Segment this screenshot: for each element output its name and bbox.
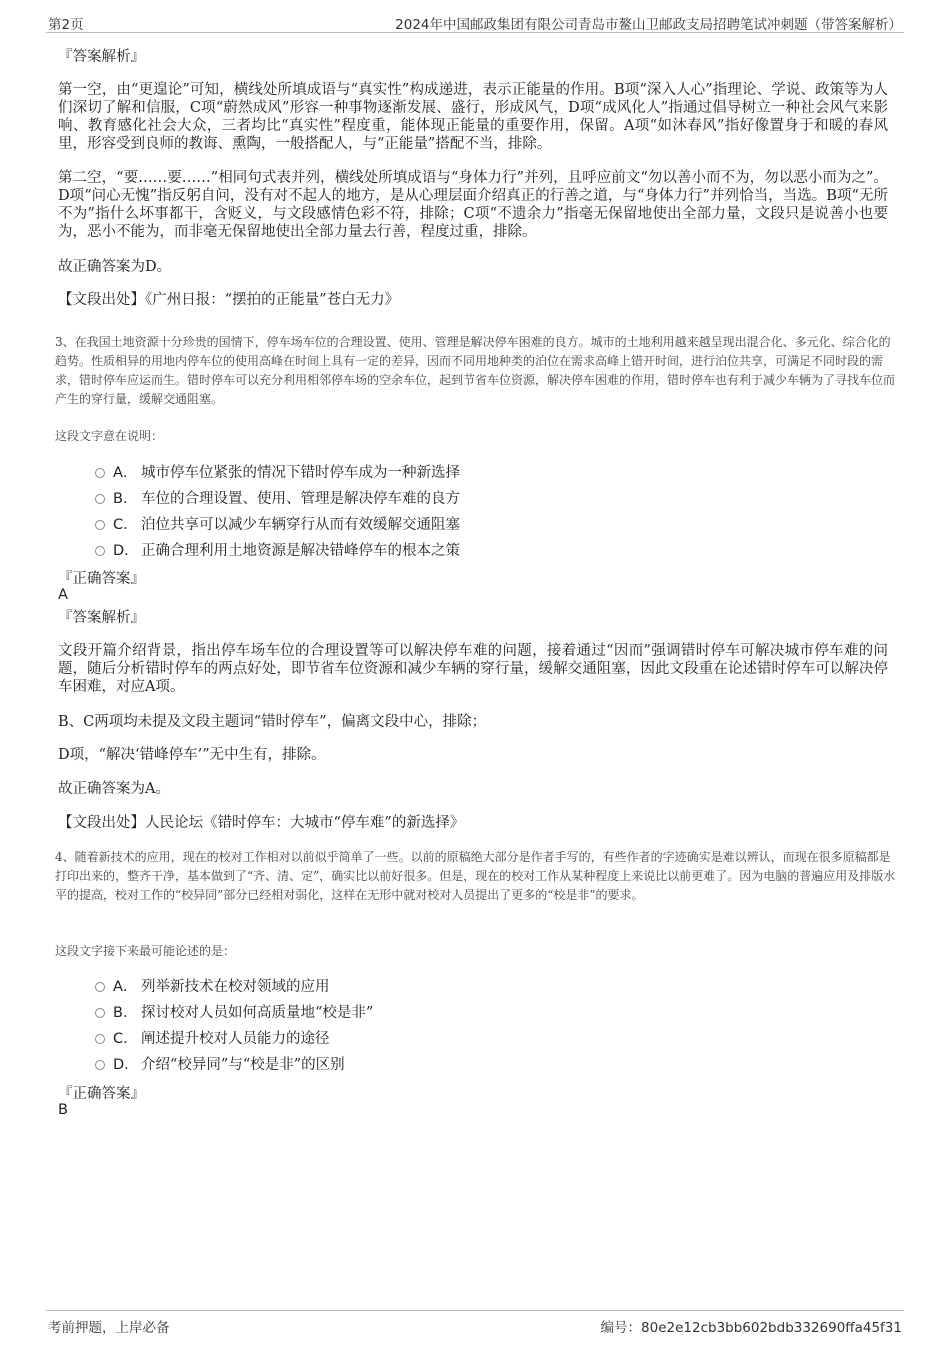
q3-option-c[interactable]: C． 泊位共享可以减少车辆穿行从而有效缓解交通阻塞 xyxy=(95,516,460,534)
q4-option-d[interactable]: D． 介绍“校异同”与“校是非”的区别 xyxy=(95,1056,345,1074)
radio-icon[interactable] xyxy=(95,1008,105,1018)
q3-analysis-para3: D项，“解决‘错峰停车’”无中生有，排除。 xyxy=(58,747,326,763)
q3-prompt: 这段文字意在说明： xyxy=(55,429,164,443)
q4-option-b[interactable]: B． 探讨校对人员如何高质量地“校是非” xyxy=(95,1004,373,1022)
q2-analysis-label: 『答案解析』 xyxy=(58,49,145,65)
q3-source: 【文段出处】人民论坛《错时停车：大城市“停车难”的新选择》 xyxy=(58,815,465,831)
q4-correct-answer: B xyxy=(58,1102,68,1118)
radio-icon[interactable] xyxy=(95,520,105,530)
q4-option-a[interactable]: A． 列举新技术在校对领域的应用 xyxy=(95,978,330,996)
radio-icon[interactable] xyxy=(95,982,105,992)
radio-icon[interactable] xyxy=(95,468,105,478)
q3-correct-label: 『正确答案』 xyxy=(58,571,145,587)
q3-analysis-para2: B、C两项均未提及文段主题词“错时停车”，偏离文段中心，排除； xyxy=(58,714,487,730)
q4-prompt: 这段文字接下来最可能论述的是： xyxy=(55,944,236,958)
q3-conclusion: 故正确答案为A。 xyxy=(58,781,170,797)
radio-icon[interactable] xyxy=(95,1034,105,1044)
q3-analysis-para1: 文段开篇介绍背景，指出停车场车位的合理设置等可以解决停车难的问题，接着通过“因而”强调错时停车可解决城市停车难的问题，随后分析错时停车的两点好处，即节省车位资源和减少车辆的穿行量，缓解交通阻塞，因此文段重在论述错时停车可以解决停车困难，对应A项。 xyxy=(58,643,888,695)
q3-correct-answer: A xyxy=(58,587,68,603)
q2-analysis-para2: 第二空，“要……要……”相同句式表并列，横线处所填成语与“身体力行”并列，且呼应前文“勿以善小而不为，勿以恶小而为之”。D项“问心无愧”指反躬自问，没有对不起人的地方，是从心理层面介绍真正的行善之道，与“身体力行”并列恰当，当选。B项“无所不为”指什么坏事都干，含贬义，与文段感情色彩不符，排除；C项“不遗余力”指毫无保留地使出全部力量，文段只是说善小也要为，恶小不能为，而非毫无保留地使出全部力量去行善，程度过重，排除。 xyxy=(58,170,888,240)
footer-slogan: 考前押题，上岸必备 xyxy=(48,1320,170,1336)
page-number: 第2页 xyxy=(48,17,84,33)
radio-icon[interactable] xyxy=(95,1060,105,1070)
q2-analysis-para1: 第一空，由“更遑论”可知，横线处所填成语与“真实性”构成递进，表示正能量的作用。B项“深入人心”指理论、学说、政策等为人们深切了解和信服，C项“蔚然成风”形容一种事物逐渐发展、盛行，形成风气，D项“成风化人”指通过倡导树立一种社会风气来影响、教育感化社会大众，三者均比“真实性”程度重，能体现正能量的重要作用，保留。A项“如沐春风”指好像置身于和暖的春风里，形容受到良师的教诲、熏陶，一般搭配人，与“正能量”搭配不当，排除。 xyxy=(58,82,888,152)
q3-option-a[interactable]: A． 城市停车位紧张的情况下错时停车成为一种新选择 xyxy=(95,464,460,482)
radio-icon[interactable] xyxy=(95,494,105,504)
q2-conclusion: 故正确答案为D。 xyxy=(58,259,172,275)
q4-correct-label: 『正确答案』 xyxy=(58,1086,145,1102)
q3-option-b[interactable]: B． 车位的合理设置、使用、管理是解决停车难的良方 xyxy=(95,490,460,508)
page-footer xyxy=(46,1310,904,1337)
document-title: 2024年中国邮政集团有限公司青岛市鳌山卫邮政支局招聘笔试冲刺题（带答案解析） xyxy=(395,17,902,33)
q2-source: 【文段出处】《广州日报：“摆拍的正能量”苍白无力》 xyxy=(58,292,400,308)
radio-icon[interactable] xyxy=(95,546,105,556)
q4-stem: 4、随着新技术的应用，现在的校对工作相对以前似乎简单了一些。以前的原稿绝大部分是作者手写的，有些作者的字迹确实是难以辨认，而现在很多原稿都是打印出来的，整齐干净，基本做到了“齐、清、定”，确实比以前好很多。但是，现在的校对工作从某种程度上来说比以前更难了。因为电脑的普遍应用及排版水平的提高，校对工作的“校异同”部分已经相对弱化，这样在无形中就对校对人员提出了更多的“校是非”的要求。 xyxy=(55,850,896,902)
q4-option-c[interactable]: C． 阐述提升校对人员能力的途径 xyxy=(95,1030,330,1048)
q3-stem: 3、在我国土地资源十分珍贵的国情下，停车场车位的合理设置、使用、管理是解决停车困难的良方。城市的土地利用越来越呈现出混合化、多元化、综合化的趋势。性质相异的用地内停车位的使用高峰在时间上具有一定的差异，因而不同用地种类的泊位在需求高峰上错开时间，进行泊位共享，可满足不同时段的需求，错时停车应运而生。错时停车可以充分利用相邻停车场的空余车位，起到节省车位资源，解决停车困难的作用，错时停车也有利于减少车辆为了寻找车位而产生的穿行量，缓解交通阻塞。 xyxy=(55,335,896,406)
q3-option-d[interactable]: D． 正确合理利用土地资源是解决错峰停车的根本之策 xyxy=(95,542,460,560)
footer-document-id: 编号：80e2e12cb3bb602bdb332690ffa45f31 xyxy=(600,1320,902,1336)
q3-analysis-label: 『答案解析』 xyxy=(58,610,145,626)
page-header xyxy=(46,10,904,33)
